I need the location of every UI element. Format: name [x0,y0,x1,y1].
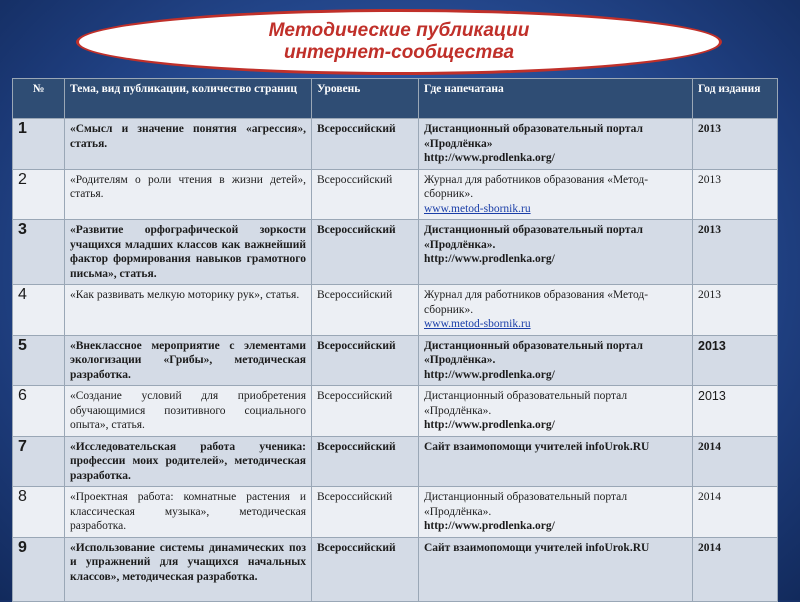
table-row [13,335,778,386]
row-where [419,285,693,336]
row-url[interactable]: www.metod-sbornik.ru [424,318,531,330]
row-topic: «Как развивать мелкую моторику рук», статья. [65,285,312,336]
row-year: 2014 [693,537,778,601]
row-level: Всероссийский [312,335,419,386]
row-year: 2013 [693,335,778,386]
table-row [13,119,778,170]
row-num: 9 [13,537,65,601]
row-where [419,487,693,538]
row-url[interactable]: www.metod-sbornik.ru [424,202,531,215]
table-row [13,169,778,220]
row-level: Всероссийский [312,436,419,487]
row-where-text: Дистанционный образовательный портал «Продлёнка». [424,224,643,251]
row-num: 3 [13,220,65,285]
header-topic: Тема, вид публикации, количество страниц [65,79,312,119]
header-num: № [13,79,65,119]
row-year: 2013 [693,119,778,170]
table-header-row [13,79,778,119]
row-where-text: Журнал для работников образования «Метод-сборник». [424,289,649,316]
table-row [13,537,778,601]
row-url[interactable]: http://www.prodlenka.org/ [424,152,555,164]
row-level: Всероссийский [312,487,419,538]
row-num: 4 [13,285,65,336]
row-where-text: Дистанционный образовательный портал «Продлёнка». [424,339,643,366]
row-num: 5 [13,335,65,386]
title-line-1: Методические публикации [268,20,530,41]
row-topic: «Использование системы динамических поз и упражнений для учащихся начальных классов», методическая разработка. [65,537,312,601]
row-where [419,436,693,487]
row-num: 8 [13,487,65,538]
row-where [419,537,693,601]
row-level: Всероссийский [312,119,419,170]
row-year: 2014 [693,436,778,487]
header-level: Уровень [312,79,419,119]
table-row [13,285,778,336]
row-where-text: Дистанционный образовательный портал «Продлёнка». [424,390,628,417]
row-url[interactable]: http://www.prodlenka.org/ [424,368,555,381]
row-where-text: Дистанционный образовательный портал «Продлёнка». [424,491,628,518]
row-where-text: Сайт взаимопомощи учителей infoUrok.RU [424,541,650,554]
row-topic: «Смысл и значение понятия «агрессия», статья. [65,119,312,170]
publications-table [12,78,778,602]
table-row [13,436,778,487]
row-where [419,119,693,170]
table-row [13,220,778,285]
row-topic: «Развитие орфографической зоркости учащихся младших классов как важнейший фактор формирования навыков грамотного письма», статья. [65,220,312,285]
row-num: 2 [13,169,65,220]
row-level: Всероссийский [312,169,419,220]
row-url[interactable]: http://www.prodlenka.org/ [424,253,555,265]
row-where-text: Дистанционный образовательный портал «Продлёнка» [424,123,643,150]
title-banner [76,9,722,75]
row-where-text: Сайт взаимопомощи учителей infoUrok.RU [424,440,650,453]
row-level: Всероссийский [312,386,419,437]
row-url[interactable]: http://www.prodlenka.org/ [424,520,555,532]
row-year: 2013 [693,386,778,437]
row-url[interactable]: http://www.prodlenka.org/ [424,419,555,431]
page-title [269,20,530,64]
row-topic: «Исследовательская работа ученика: профессии моих родителей», методическая разработка. [65,436,312,487]
row-where [419,335,693,386]
row-topic: «Проектная работа: комнатные растения и классическая музыка», методическая разработка. [65,487,312,538]
row-num: 1 [13,119,65,170]
row-level: Всероссийский [312,537,419,601]
row-level: Всероссийский [312,220,419,285]
row-where [419,220,693,285]
row-where [419,169,693,220]
row-topic: «Родителям о роли чтения в жизни детей», статья. [65,169,312,220]
row-year: 2014 [693,487,778,538]
row-level: Всероссийский [312,285,419,336]
table-row [13,487,778,538]
table-row [13,386,778,437]
title-line-2: интернет-сообщества [283,42,515,63]
row-topic: «Создание условий для приобретения обучающимися позитивного социального опыта», статья. [65,386,312,437]
row-where-text: Журнал для работников образования «Метод-сборник». [424,173,649,200]
header-where: Где напечатана [419,79,693,119]
row-where [419,386,693,437]
row-topic: «Внеклассное мероприятие с элементами экологизации «Грибы», методическая разработка. [65,335,312,386]
row-num: 6 [13,386,65,437]
row-year: 2013 [693,169,778,220]
header-year: Год издания [693,79,778,119]
row-year: 2013 [693,285,778,336]
row-year: 2013 [693,220,778,285]
row-num: 7 [13,436,65,487]
